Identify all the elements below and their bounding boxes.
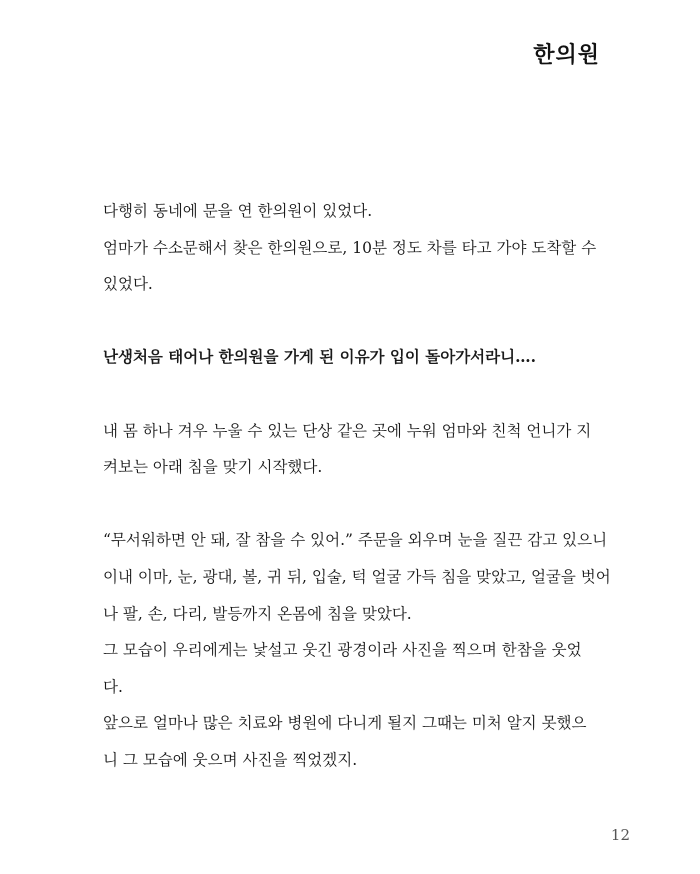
body-text <box>103 193 613 779</box>
paragraph-2 <box>103 413 613 486</box>
text-line: 니 그 모습에 웃으며 사진을 찍었겠지. <box>103 750 358 769</box>
text-line: 엄마가 수소문해서 찾은 한의원으로, 10분 정도 차를 타고 가야 도착할 수 <box>103 238 597 257</box>
emphasis-paragraph <box>103 339 613 376</box>
text-line: 이내 이마, 눈, 광대, 볼, 귀 뒤, 입술, 턱 얼굴 가득 침을 맞았고, 얼굴을 벗어 <box>103 567 611 586</box>
text-line: 다. <box>103 677 123 696</box>
text-line: 그 모습이 우리에게는 낯설고 웃긴 광경이라 사진을 찍으며 한참을 웃었 <box>103 641 582 660</box>
text-line: “무서워하면 안 돼, 잘 참을 수 있어.” 주문을 외우며 눈을 질끈 감고 있으니 <box>103 531 608 550</box>
text-line: 내 몸 하나 겨우 누울 수 있는 단상 같은 곳에 누워 엄마와 친척 언니가 지 <box>103 421 592 440</box>
emphasis-line: 난생처음 태어나 한의원을 가게 된 이유가 입이 돌아가서라니…. <box>103 347 536 367</box>
page-title: 한의원 <box>533 42 600 68</box>
text-line: 있었다. <box>103 275 153 294</box>
text-line: 나 팔, 손, 다리, 발등까지 온몸에 침을 맞았다. <box>103 604 412 623</box>
paragraph-1 <box>103 193 613 303</box>
paragraph-spacer <box>103 303 613 340</box>
text-line: 다행히 동네에 문을 연 한의원이 있었다. <box>103 202 373 220</box>
page-number: 12 <box>610 826 630 844</box>
text-line: 켜보는 아래 침을 맞기 시작했다. <box>103 458 323 477</box>
text-line: 앞으로 얼마나 많은 치료와 병원에 다니게 될지 그때는 미처 알지 못했으 <box>103 714 587 733</box>
paragraph-3 <box>103 522 613 778</box>
paragraph-spacer <box>103 486 613 523</box>
paragraph-spacer <box>103 376 613 413</box>
